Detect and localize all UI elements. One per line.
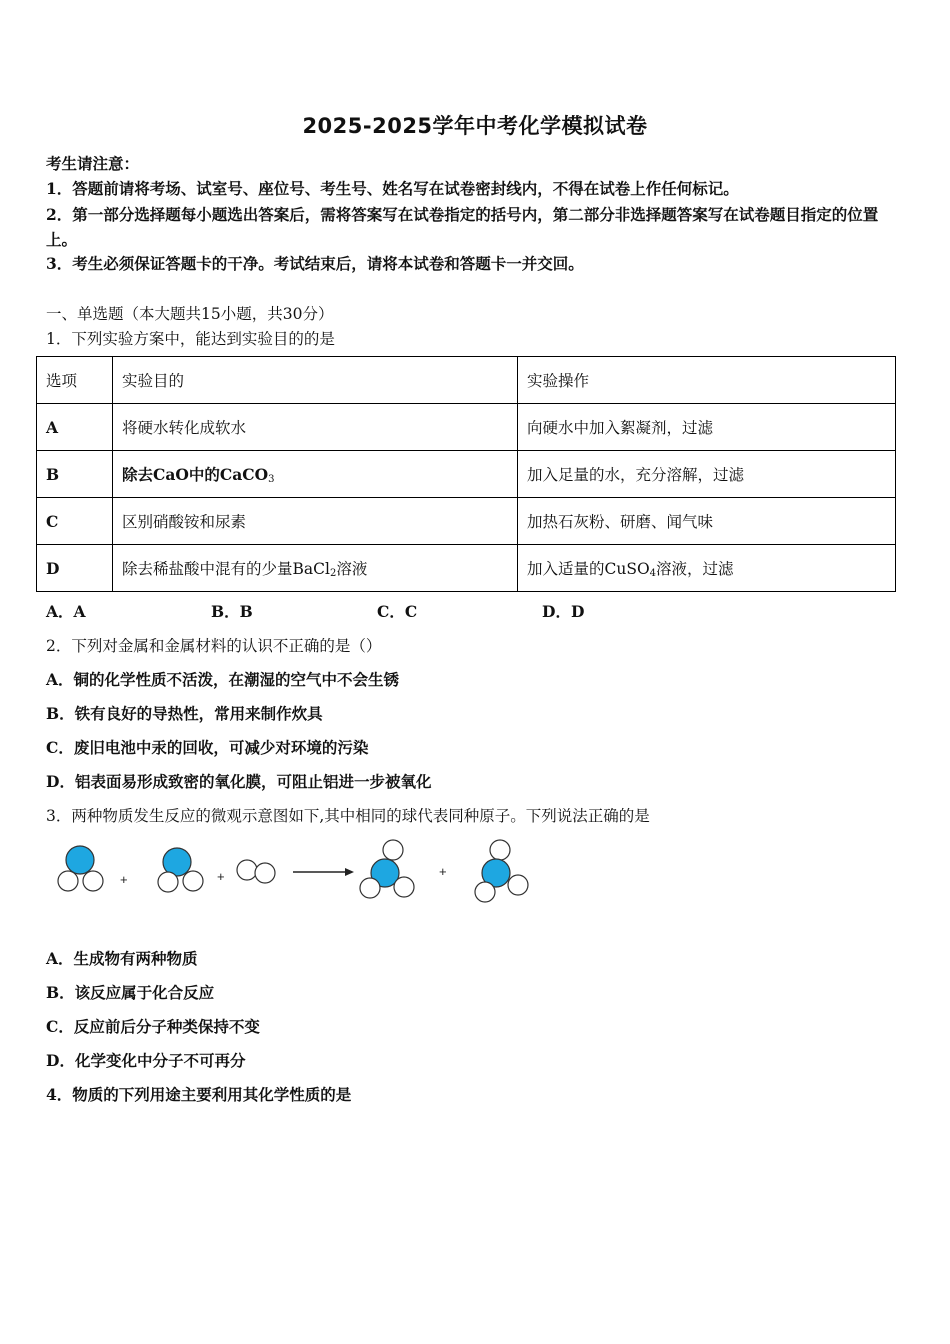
op-text: 溶液，过滤 xyxy=(656,560,734,578)
answer-choice: D．D xyxy=(542,602,585,621)
goal-cell xyxy=(113,451,518,498)
plus-sign: + xyxy=(120,872,128,887)
white-atom xyxy=(383,840,403,860)
page-title: 2025-2025学年中考化学模拟试卷 xyxy=(302,114,648,138)
answer-choice: A．A xyxy=(46,602,86,621)
table-row xyxy=(37,545,896,592)
option-cell: C xyxy=(37,498,113,545)
notice-item: 3．考生必须保证答题卡的干净。考试结束后，请将本试卷和答题卡一并交回。 xyxy=(46,254,584,273)
table-row xyxy=(37,498,896,545)
goal-cell: 区别硝酸铵和尿素 xyxy=(113,498,518,545)
table-row xyxy=(37,451,896,498)
option-cell: A xyxy=(37,404,113,451)
question-3-option: C．反应前后分子种类保持不变 xyxy=(46,1017,260,1036)
white-atom xyxy=(394,877,414,897)
question-1-table xyxy=(36,356,896,592)
header-cell: 实验操作 xyxy=(518,357,896,404)
white-atom xyxy=(58,871,78,891)
operation-cell: 加入足量的水，充分溶解，过滤 xyxy=(518,451,896,498)
subscript: 3 xyxy=(268,474,275,485)
answer-choice: B．B xyxy=(211,602,253,621)
question-2-option: A．铜的化学性质不活泼，在潮湿的空气中不会生锈 xyxy=(46,670,400,689)
goal-text: 除去CaO中的CaCO xyxy=(122,465,269,484)
notice-item: 1．答题前请将考场、试室号、座位号、考生号、姓名写在试卷密封线内，不得在试卷上作任何标记。 xyxy=(46,179,739,198)
goal-cell: 将硬水转化成软水 xyxy=(113,404,518,451)
arrow-head xyxy=(345,868,354,876)
subscript: 2 xyxy=(329,568,337,579)
operation-cell: 加热石灰粉、研磨、闻气味 xyxy=(518,498,896,545)
option-cell: D xyxy=(37,545,113,592)
blue-atom xyxy=(66,846,94,874)
goal-text: 除去稀盐酸中混有的少量BaCl xyxy=(122,560,330,578)
notice-heading: 考生请注意： xyxy=(46,154,140,173)
white-atom xyxy=(183,871,203,891)
notice-item: 2．第一部分选择题每小题选出答案后，需将答案写在试卷指定的括号内，第二部分非选择题答案写在试卷题目指定的位置上。 xyxy=(46,205,879,249)
white-atom xyxy=(508,875,528,895)
section-heading: 一、单选题（本大题共15小题，共30分） xyxy=(46,305,334,323)
subscript: 4 xyxy=(649,568,657,579)
header-cell: 选项 xyxy=(37,357,113,404)
question-3-option: B．该反应属于化合反应 xyxy=(46,983,215,1002)
question-2-option: C．废旧电池中汞的回收，可减少对环境的污染 xyxy=(46,738,369,757)
operation-cell xyxy=(518,545,896,592)
white-atom xyxy=(255,863,275,883)
table-row xyxy=(37,404,896,451)
question-2-option: B．铁有良好的导热性，常用来制作炊具 xyxy=(46,704,323,723)
white-atom xyxy=(475,882,495,902)
question-2-stem: 2．下列对金属和金属材料的认识不正确的是（） xyxy=(46,637,382,655)
question-1-stem: 1．下列实验方案中，能达到实验目的的是 xyxy=(46,330,335,348)
goal-text: 溶液 xyxy=(336,560,368,578)
answer-choice: C．C xyxy=(377,602,418,621)
option-cell: B xyxy=(37,451,113,498)
plus-sign: + xyxy=(217,869,225,884)
white-atom xyxy=(237,860,257,880)
white-atom xyxy=(158,872,178,892)
operation-cell: 向硬水中加入絮凝剂，过滤 xyxy=(518,404,896,451)
goal-cell xyxy=(113,545,518,592)
question-2-option: D．铝表面易形成致密的氧化膜，可阻止铝进一步被氧化 xyxy=(46,772,432,791)
question-3-option: A．生成物有两种物质 xyxy=(46,949,198,968)
white-atom xyxy=(83,871,103,891)
question-4-stem: 4．物质的下列用途主要利用其化学性质的是 xyxy=(46,1085,352,1104)
question-3-option: D．化学变化中分子不可再分 xyxy=(46,1051,246,1070)
op-text: 加入适量的CuSO xyxy=(527,560,650,578)
header-cell: 实验目的 xyxy=(113,357,518,404)
table-header-row xyxy=(37,357,896,404)
white-atom xyxy=(490,840,510,860)
question-3-stem: 3．两种物质发生反应的微观示意图如下,其中相同的球代表同种原子。下列说法正确的是 xyxy=(46,807,650,825)
white-atom xyxy=(360,878,380,898)
plus-sign: + xyxy=(439,864,447,879)
reaction-diagram xyxy=(50,836,540,906)
